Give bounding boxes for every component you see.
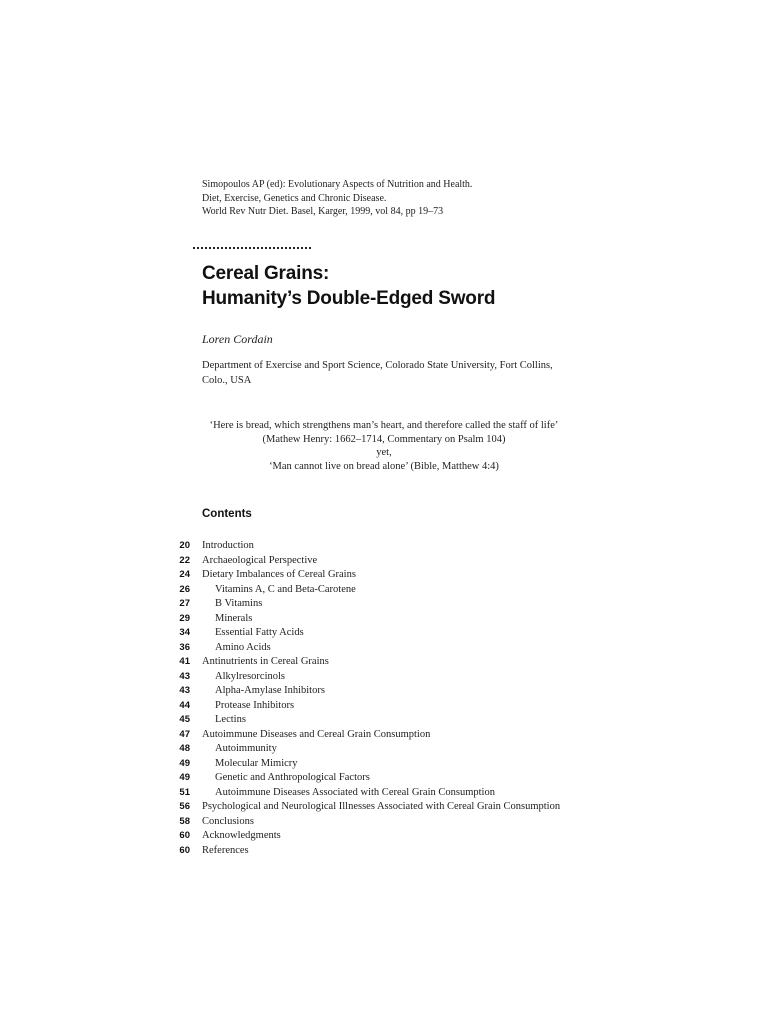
toc-entry bbox=[168, 728, 608, 743]
toc-entry bbox=[168, 771, 608, 786]
article-title bbox=[202, 261, 495, 311]
toc-page-number: 22 bbox=[179, 554, 190, 566]
toc-entry-title: Dietary Imbalances of Cereal Grains bbox=[202, 569, 356, 580]
epigraph-line: ‘Man cannot live on bread alone’ (Bible, Matthew 4:4) bbox=[269, 460, 499, 472]
citation-line: Simopoulos AP (ed): Evolutionary Aspects of Nutrition and Health. bbox=[202, 179, 473, 190]
toc-entry bbox=[168, 568, 608, 583]
toc-page-number: 43 bbox=[179, 670, 190, 682]
toc-page-number: 43 bbox=[179, 685, 190, 696]
toc-entry bbox=[168, 815, 608, 830]
toc-entry-title: Essential Fatty Acids bbox=[215, 627, 304, 638]
toc-entry-title: Alkylresorcinols bbox=[215, 670, 285, 682]
title-line-1: Cereal Grains: bbox=[202, 263, 330, 284]
toc-entry bbox=[168, 786, 608, 801]
toc-entry bbox=[168, 539, 608, 554]
toc-entry-title: Protease Inhibitors bbox=[215, 699, 295, 711]
toc-entry bbox=[168, 583, 608, 598]
epigraph-line: (Mathew Henry: 1662–1714, Commentary on Psalm 104) bbox=[262, 433, 506, 445]
toc-entry bbox=[168, 670, 608, 685]
toc-entry bbox=[168, 757, 608, 772]
toc-entry-title: Psychological and Neurological Illnesses Associated with Cereal Grain Consumption bbox=[202, 801, 561, 812]
affiliation-line: Department of Exercise and Sport Science, Colorado State University, Fort Collins, bbox=[202, 360, 553, 371]
title-line-2: Humanity’s Double-Edged Sword bbox=[202, 288, 496, 309]
toc-page-number: 60 bbox=[179, 830, 190, 841]
toc-entry-title: Archaeological Perspective bbox=[202, 554, 318, 566]
toc-page-number: 47 bbox=[179, 728, 190, 740]
toc-page-number: 45 bbox=[179, 714, 190, 725]
toc-entry bbox=[168, 713, 608, 728]
toc-entry-title: Amino Acids bbox=[215, 641, 271, 653]
citation-line: World Rev Nutr Diet. Basel, Karger, 1999, vol 84, pp 19–73 bbox=[202, 206, 444, 217]
toc-page-number: 29 bbox=[179, 612, 190, 624]
toc-page-number: 36 bbox=[179, 641, 190, 653]
toc-page-number: 27 bbox=[179, 598, 190, 609]
dotted-divider bbox=[193, 247, 311, 249]
toc-entry-title: Vitamins A, C and Beta-Carotene bbox=[215, 583, 356, 595]
toc-entry-title: Lectins bbox=[215, 714, 246, 725]
toc-page-number: 49 bbox=[179, 772, 190, 783]
toc-entry-title: Introduction bbox=[202, 540, 254, 551]
toc-page-number: 34 bbox=[179, 627, 190, 638]
toc-page-number: 26 bbox=[179, 583, 190, 595]
author-affiliation bbox=[202, 359, 612, 388]
toc-entry-title: B Vitamins bbox=[215, 598, 263, 609]
toc-entry-title: Conclusions bbox=[202, 815, 254, 827]
toc-entry bbox=[168, 829, 608, 844]
toc-page-number: 58 bbox=[179, 815, 190, 827]
toc-entry-title: Antinutrients in Cereal Grains bbox=[202, 656, 329, 667]
citation-block bbox=[202, 178, 472, 219]
epigraph-line: ‘Here is bread, which strengthens man’s heart, and therefore called the staff of life’ bbox=[209, 420, 559, 431]
toc-entry-title: Minerals bbox=[215, 612, 253, 624]
toc-entry bbox=[168, 699, 608, 714]
toc-entry-title: Autoimmune Diseases and Cereal Grain Consumption bbox=[202, 728, 431, 740]
toc-entry bbox=[168, 800, 608, 815]
citation-line: Diet, Exercise, Genetics and Chronic Disease. bbox=[202, 192, 387, 204]
toc-entry-title: Molecular Mimicry bbox=[215, 757, 298, 769]
epigraph-line: yet, bbox=[376, 447, 392, 458]
toc-entry bbox=[168, 684, 608, 699]
toc-page-number: 24 bbox=[179, 569, 190, 580]
toc-entry bbox=[168, 844, 608, 859]
toc-page-number: 44 bbox=[179, 699, 190, 711]
toc-page-number: 49 bbox=[179, 757, 190, 769]
toc-page-number: 48 bbox=[179, 743, 190, 754]
toc-entry bbox=[168, 612, 608, 627]
toc-entry bbox=[168, 742, 608, 757]
toc-entry-title: References bbox=[202, 844, 249, 856]
toc-entry-title: Autoimmune Diseases Associated with Cereal Grain Consumption bbox=[215, 786, 495, 798]
toc-page-number: 20 bbox=[179, 540, 190, 551]
toc-entry-title: Autoimmunity bbox=[215, 743, 277, 754]
toc-page-number: 60 bbox=[179, 844, 190, 856]
toc-entry bbox=[168, 554, 608, 569]
toc-entry bbox=[168, 641, 608, 656]
toc-page-number: 51 bbox=[179, 786, 190, 798]
toc-page-number: 41 bbox=[179, 656, 190, 667]
toc-entry bbox=[168, 597, 608, 612]
toc-entry bbox=[168, 626, 608, 641]
toc-entry bbox=[168, 655, 608, 670]
epigraph bbox=[180, 419, 588, 473]
toc-entry-title: Alpha-Amylase Inhibitors bbox=[215, 685, 325, 696]
affiliation-line: Colo., USA bbox=[202, 374, 252, 386]
toc-entry-title: Acknowledgments bbox=[202, 830, 281, 841]
table-of-contents bbox=[168, 539, 608, 858]
author-name: Loren Cordain bbox=[202, 332, 273, 346]
toc-entry-title: Genetic and Anthropological Factors bbox=[215, 772, 370, 783]
contents-heading: Contents bbox=[202, 508, 252, 520]
toc-page-number: 56 bbox=[179, 801, 190, 812]
